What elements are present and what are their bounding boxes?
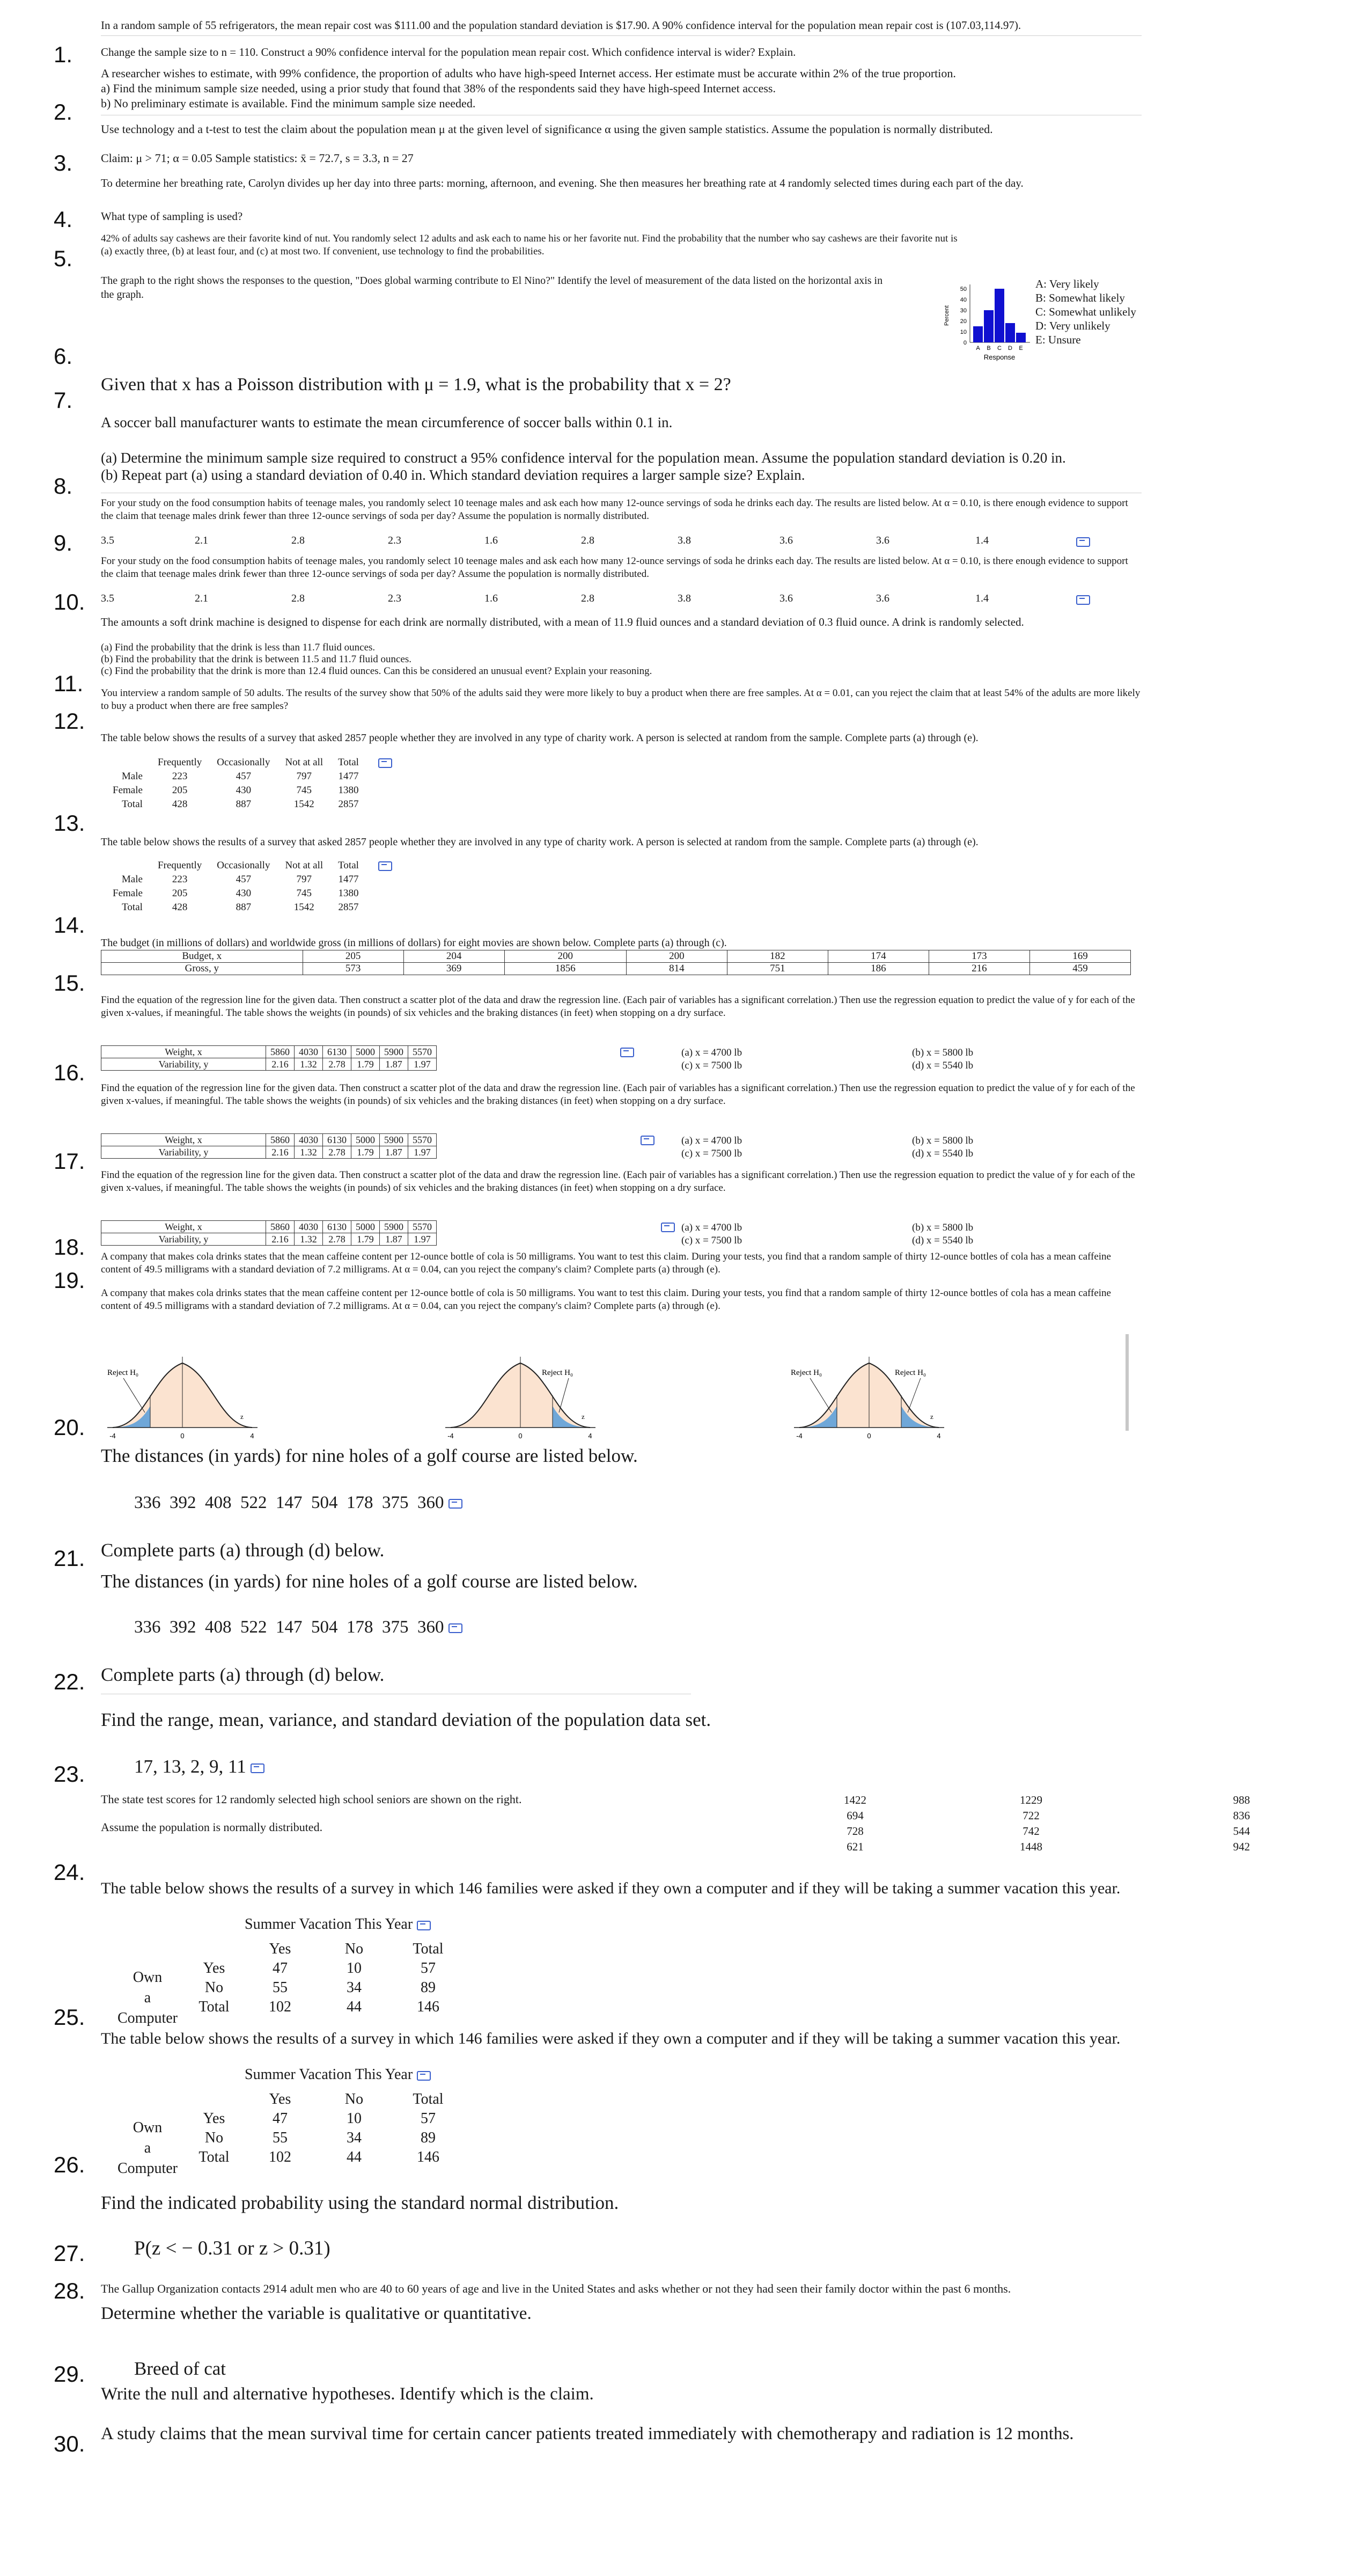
row-group-label: Own a Computer	[117, 1969, 178, 2026]
data-value: 3.5	[101, 535, 114, 546]
question-number: 18.	[54, 1234, 85, 1260]
legend-item: A: Very likely	[1035, 277, 1099, 290]
data-row	[101, 592, 1093, 605]
table-row: Yes 47 10 57	[203, 1960, 436, 1977]
predict-item: (b) x = 5800 lb	[912, 1222, 974, 1233]
curve-two-tailed	[789, 1352, 950, 1449]
question-number: 14.	[54, 912, 85, 938]
data-value: 2.1	[195, 535, 208, 546]
question-text: Find the equation of the regression line for the given data. Then construct a scatter plot of the data and draw the regression line. (Each pair of variables has a significant correlation.) Then use the regression equation to predict the value of y for each of the given x-values, if meaningful. The table shows the weights (in pounds) of six vehicles and the braking distances (in feet) when stopping on a dry surface.	[101, 994, 1135, 1019]
question-text: You interview a random sample of 50 adults. The results of the survey show that 50% of the adults said they were more likely to buy a product when there are free samples. At α = 0.01, can you reject the claim that at least 54% of the adults are more likely to buy a product when there are free samples?	[101, 687, 1141, 712]
variable-name: Breed of cat	[134, 2358, 226, 2379]
table-row: Gross, y 573 369 1856 814 751 186 216 459	[101, 963, 1131, 975]
graph-ytick: 30	[960, 308, 967, 314]
predict-item: (d) x = 5540 lb	[912, 1235, 974, 1246]
question-number: 20.	[54, 1415, 85, 1440]
tick-label: 0	[867, 1432, 871, 1440]
question-number: 17.	[54, 1148, 85, 1174]
column-header: Total	[413, 2091, 444, 2107]
question-number: 3.	[54, 150, 73, 175]
vacation-table	[185, 1940, 465, 2017]
question-number: 15.	[54, 970, 85, 996]
table-row: 621 1448 942	[847, 1840, 1250, 1853]
predict-item: (b) x = 5800 lb	[912, 1135, 974, 1146]
question-text: The table below shows the results of a survey in which 146 families were asked if they own a computer and if they will be taking a summer vacation this year.	[101, 2030, 1121, 2047]
tick-label: -4	[109, 1432, 116, 1440]
vacation-table	[185, 2090, 465, 2167]
table-row: No 55 34 89	[204, 2129, 436, 2146]
divider	[101, 35, 1142, 36]
question-number: 22.	[54, 1669, 85, 1694]
column-header: Total	[338, 860, 359, 871]
question-number: 24.	[54, 1860, 85, 1885]
data-value: 2.3	[388, 592, 401, 604]
question-text: The state test scores for 12 randomly selected high school seniors are shown on the right.	[101, 1792, 522, 1806]
question-text: A company that makes cola drinks states that the mean caffeine content per 12-ounce bottle of cola is 50 milligrams. You want to test this claim. During your tests, you find that a random sample of thirty 12-ounce bottles of cola has a mean caffeine content of 49.5 milligrams with a standard deviation of 7.2 milligrams. At α = 0.04, can you reject the company's claim? Complete parts (a) through (e).	[101, 1251, 1111, 1275]
predict-list	[681, 1046, 742, 1072]
table-row: 1422 1229 988	[844, 1794, 1250, 1806]
data-value: 2.1	[195, 592, 208, 604]
question-number: 11.	[54, 671, 84, 696]
copy-data-icon[interactable]	[661, 1223, 675, 1232]
bar-graph	[944, 279, 1046, 370]
table-row: Weight, x 5860 4030 6130 5000 5900 5570	[101, 1221, 437, 1233]
predict-item: (a) x = 4700 lb	[681, 1135, 742, 1146]
question-text: Find the range, mean, variance, and standard deviation of the population data set.	[101, 1709, 711, 1730]
graph-xtick: A	[976, 345, 980, 352]
copy-data-icon[interactable]	[1076, 537, 1090, 547]
question-number: 29.	[54, 2361, 85, 2387]
graph-xtick: D	[1008, 345, 1012, 352]
bar-graph-svg	[944, 279, 1046, 370]
data-row	[101, 535, 1093, 547]
table-row: Female 205 430 745 1380	[113, 888, 359, 899]
column-header: Occasionally	[217, 757, 270, 768]
graph-ytick: 40	[960, 297, 967, 303]
legend-item: C: Somewhat unlikely	[1035, 305, 1136, 318]
copy-data-icon[interactable]	[251, 1763, 264, 1773]
question-text: What type of sampling is used?	[101, 210, 243, 223]
table-row: No 55 34 89	[204, 1979, 436, 1996]
question-number: 8.	[54, 473, 73, 499]
question-text: The table below shows the results of a survey that asked 2857 people whether they are involved in any type of charity work. A person is selected at random from the sample. Complete parts (a) through (e).	[101, 732, 979, 744]
question-number: 2.	[54, 99, 73, 125]
column-header: Not at all	[285, 757, 323, 768]
column-header: Occasionally	[217, 860, 270, 871]
data-value: 3.6	[876, 535, 889, 546]
table-row: Male 223 457 797 1477	[121, 771, 359, 782]
weight-table	[101, 1045, 437, 1071]
predict-item: (a) x = 4700 lb	[681, 1222, 742, 1233]
bar-e	[1016, 333, 1026, 342]
data-value: 1.6	[484, 592, 498, 604]
question-number: 26.	[54, 2152, 85, 2177]
weight-table	[101, 1133, 437, 1159]
graph-ytick: 50	[960, 286, 967, 292]
question-number: 7.	[54, 387, 73, 413]
question-text: A company that makes cola drinks states that the mean caffeine content per 12-ounce bottle of cola is 50 milligrams. You want to test this claim. During your tests, you find that a random sample of thirty 12-ounce bottles of cola has a mean caffeine content of 49.5 milligrams with a standard deviation of 7.2 milligrams. At α = 0.04, can you reject the company's claim? Complete parts (a) through (e).	[101, 1287, 1111, 1312]
tick-label: -4	[796, 1432, 803, 1440]
golf-data: 336 392 408 522 147 504 178 375 360	[134, 1618, 444, 1637]
column-header: No	[344, 1941, 364, 1957]
graph-xtick: E	[1019, 345, 1023, 352]
curve-right-tailed	[440, 1352, 601, 1449]
question-text: The budget (in millions of dollars) and worldwide gross (in millions of dollars) for eight movies are shown below. Complete parts (a) through (c).	[101, 937, 727, 949]
data-value: 3.6	[876, 592, 889, 604]
charity-table	[105, 756, 400, 811]
data-values	[134, 1618, 462, 1637]
axis-label: z	[240, 1413, 244, 1421]
legend-item: D: Very unlikely	[1035, 319, 1110, 332]
table-title	[245, 1916, 431, 1933]
predict-list	[912, 1221, 973, 1247]
table-title-text: Summer Vacation This Year	[245, 1916, 413, 1933]
movie-table	[101, 950, 1131, 975]
reject-label: Reject H₀	[542, 1368, 573, 1377]
question-text: In a random sample of 55 refrigerators, the mean repair cost was $111.00 and the population standard deviation is $17.90. A 90% confidence interval for the population mean repair cost is (107.03,114.97).	[101, 19, 1021, 32]
question-text: Assume the population is normally distributed.	[101, 1820, 323, 1834]
weight-table	[101, 1220, 437, 1246]
question-number: 21.	[54, 1546, 85, 1571]
data-value: 3.8	[678, 592, 691, 604]
bar-c	[995, 289, 1004, 342]
population-data: 17, 13, 2, 9, 11	[134, 1756, 246, 1777]
question-number: 1.	[54, 42, 73, 67]
question-text: Determine whether the variable is qualitative or quantitative.	[101, 2304, 532, 2323]
question-text: The distances (in yards) for nine holes of a golf course are listed below.	[101, 1571, 638, 1592]
question-text: The amounts a soft drink machine is designed to dispense for each drink are normally distributed, with a mean of 11.9 fluid ounces and a standard deviation of 0.3 fluid ounce. A drink is randomly selected.	[101, 616, 1024, 628]
question-number: 4.	[54, 207, 73, 232]
table-row: Variability, y 2.16 1.32 2.78 1.79 1.87 1.97	[101, 1146, 437, 1159]
question-text: b) No preliminary estimate is available. Find the minimum sample size needed.	[101, 97, 476, 110]
predict-item: (c) x = 7500 lb	[681, 1060, 742, 1071]
data-values	[134, 1493, 462, 1513]
data-value: 2.8	[581, 535, 594, 546]
predict-list	[681, 1221, 742, 1247]
question-text: Use technology and a t-test to test the claim about the population mean μ at the given level of significance α using the given sample statistics. Assume the population is normally distributed.	[101, 122, 993, 136]
data-value: 3.6	[779, 592, 793, 604]
question-text: The distances (in yards) for nine holes of a golf course are listed below.	[101, 1445, 638, 1466]
question-text: To determine her breathing rate, Carolyn divides up her day into three parts: morning, afternoon, and evening. She then measures her breathing rate at 4 randomly selected times during each part of the day.	[101, 177, 1024, 189]
column-header: Not at all	[285, 860, 323, 871]
question-number: 16.	[54, 1060, 85, 1085]
column-header: Frequently	[157, 860, 202, 871]
question-text: a) Find the minimum sample size needed, using a prior study that found that 38% of the respondents said they have high-speed Internet access.	[101, 82, 776, 95]
data-value: 2.3	[388, 535, 401, 546]
predict-item: (a) x = 4700 lb	[681, 1047, 742, 1058]
question-text: For your study on the food consumption habits of teenage males, you randomly select 10 teenage males and ask each how many 12-ounce servings of soda he drinks each day. The results are listed below. At α = 0.10, is there enough evidence to support the claim that teenage males drink fewer than three 12-ounce servings of soda per day? Assume the population is normally distributed.	[101, 555, 1128, 580]
table-row: Total 102 44 146	[198, 1999, 439, 2015]
row-group-label: Own a Computer	[117, 2119, 178, 2177]
question-text: For your study on the food consumption habits of teenage males, you randomly select 10 teenage males and ask each how many 12-ounce servings of soda he drinks each day. The results are listed below. At α = 0.10, is there enough evidence to support the claim that teenage males drink fewer than three 12-ounce servings of soda per day? Assume the population is normally distributed.	[101, 497, 1128, 522]
reject-label: Reject H₀	[791, 1368, 822, 1377]
copy-data-icon[interactable]	[417, 1921, 431, 1930]
bar-a	[973, 326, 983, 342]
question-text: A researcher wishes to estimate, with 99% confidence, the proportion of adults who have high-speed Internet access. Her estimate must be accurate within 2% of the true proportion.	[101, 67, 956, 80]
curve-left-tailed	[102, 1352, 263, 1449]
question-number: 12.	[54, 708, 85, 734]
copy-data-icon[interactable]	[448, 1623, 462, 1633]
charity-table	[105, 859, 400, 914]
tick-label: -4	[447, 1432, 454, 1440]
question-text: Change the sample size to n = 110. Construct a 90% confidence interval for the population mean repair cost. Which confidence interval is wider? Explain.	[101, 46, 796, 58]
predict-item: (c) x = 7500 lb	[681, 1235, 742, 1246]
scrollbar[interactable]	[1126, 1334, 1129, 1431]
question-number: 9.	[54, 530, 73, 555]
copy-data-icon[interactable]	[417, 2071, 431, 2081]
reject-label: Reject H₀	[895, 1368, 926, 1377]
tick-label: 0	[180, 1432, 185, 1440]
axis-label: z	[582, 1413, 585, 1421]
question-number: 6.	[54, 343, 73, 369]
question-number: 25.	[54, 2004, 85, 2030]
question-text: (b) Repeat part (a) using a standard deviation of 0.40 in. Which standard deviation requires a larger sample size? Explain.	[101, 467, 805, 483]
question-number: 13.	[54, 810, 85, 836]
question-number: 19.	[54, 1268, 85, 1293]
copy-data-icon[interactable]	[641, 1136, 654, 1145]
copy-data-icon[interactable]	[448, 1499, 462, 1509]
tick-label: 0	[518, 1432, 523, 1440]
data-value: 3.5	[101, 592, 114, 604]
question-number: 23.	[54, 1761, 85, 1787]
question-text: (a) Determine the minimum sample size required to construct a 95% confidence interval for the population mean. Assume the population standard deviation is 0.20 in.	[101, 450, 1066, 466]
question-text: The table below shows the results of a survey that asked 2857 people whether they are involved in any type of charity work. A person is selected at random from the sample. Complete parts (a) through (e).	[101, 836, 979, 848]
table-row: Total 428 887 1542 2857	[122, 799, 359, 810]
data-value: 1.6	[484, 535, 498, 546]
question-text: Complete parts (a) through (d) below.	[101, 1540, 385, 1561]
reject-label: Reject H₀	[107, 1368, 139, 1377]
data-value: 3.6	[779, 535, 793, 546]
graph-legend	[1035, 277, 1136, 347]
question-text: (a) exactly three, (b) at least four, and (c) at most two. If convenient, use technology to find the probabilities.	[101, 246, 545, 257]
question-text: (b) Find the probability that the drink is between 11.5 and 11.7 fluid ounces.	[101, 654, 412, 665]
graph-xtick: C	[997, 345, 1002, 352]
golf-data: 336 392 408 522 147 504 178 375 360	[134, 1493, 444, 1512]
probability-expression: P(z < − 0.31 or z > 0.31)	[134, 2237, 330, 2259]
data-value: 1.4	[975, 592, 989, 604]
graph-ylabel: Percent	[944, 305, 950, 326]
predict-item: (d) x = 5540 lb	[912, 1148, 974, 1159]
table-row: Weight, x 5860 4030 6130 5000 5900 5570	[101, 1046, 437, 1058]
graph-ytick: 20	[960, 318, 967, 325]
table-row: Yes 47 10 57	[203, 2110, 436, 2127]
data-value: 3.8	[678, 535, 691, 546]
question-text: The table below shows the results of a survey in which 146 families were asked if they own a computer and if they will be taking a summer vacation this year.	[101, 1879, 1121, 1897]
question-text: The Gallup Organization contacts 2914 adult men who are 40 to 60 years of age and live in the United States and asks whether or not they had seen their family doctor within the past 6 months.	[101, 2282, 1011, 2295]
predict-list	[681, 1135, 742, 1160]
data-values	[134, 1756, 264, 1777]
bar-d	[1005, 323, 1015, 342]
legend-item: E: Unsure	[1035, 333, 1081, 346]
bar-b	[984, 310, 994, 342]
table-row: Variability, y 2.16 1.32 2.78 1.79 1.87 1.97	[101, 1058, 437, 1071]
question-number: 10.	[54, 589, 85, 614]
copy-data-icon[interactable]	[1076, 595, 1090, 605]
question-number: 5.	[54, 246, 73, 271]
predict-item: (c) x = 7500 lb	[681, 1148, 742, 1159]
column-header: Total	[413, 1941, 444, 1957]
table-row: Weight, x 5860 4030 6130 5000 5900 5570	[101, 1134, 437, 1146]
scores-table	[805, 1792, 1257, 1855]
question-text: Find the equation of the regression line for the given data. Then construct a scatter plot of the data and draw the regression line. (Each pair of variables has a significant correlation.) Then use the regression equation to predict the value of y for each of the given x-values, if meaningful. The table shows the weights (in pounds) of six vehicles and the braking distances (in feet) when stopping on a dry surface.	[101, 1082, 1135, 1107]
table-row: Male 223 457 797 1477	[121, 874, 359, 885]
data-value: 2.8	[291, 535, 305, 546]
question-text: Write the null and alternative hypotheses. Identify which is the claim.	[101, 2384, 594, 2404]
table-row: 728 742 544	[847, 1825, 1250, 1838]
question-text: The graph to the right shows the responses to the question, "Does global warming contribute to El Nino?" Identify the level of measurement of the data listed on the horizontal axis in the graph.	[101, 275, 883, 301]
question-text: Claim: μ > 71; α = 0.05 Sample statistics: x̄ = 72.7, s = 3.3, n = 27	[101, 151, 414, 165]
table-title	[245, 2066, 431, 2083]
column-header: Frequently	[157, 757, 202, 768]
legend-item: B: Somewhat likely	[1035, 291, 1125, 304]
graph-ytick: 10	[960, 329, 967, 335]
axis-label: z	[930, 1413, 933, 1421]
predict-item: (b) x = 5800 lb	[912, 1047, 974, 1058]
question-text: A study claims that the mean survival time for certain cancer patients treated immediately with chemotherapy and radiation is 12 months.	[101, 2424, 1074, 2443]
question-number: 27.	[54, 2241, 85, 2266]
table-row: Variability, y 2.16 1.32 2.78 1.79 1.87 1.97	[101, 1233, 437, 1246]
table-row: Total 102 44 146	[198, 2149, 439, 2165]
table-row: 694 722 836	[847, 1809, 1250, 1822]
question-number: 30.	[54, 2431, 85, 2456]
question-text: Find the equation of the regression line for the given data. Then construct a scatter plot of the data and draw the regression line. (Each pair of variables has a significant correlation.) Then use the regression equation to predict the value of y for each of the given x-values, if meaningful. The table shows the weights (in pounds) of six vehicles and the braking distances (in feet) when stopping on a dry surface.	[101, 1169, 1135, 1194]
column-header: Total	[338, 757, 359, 768]
table-title-text: Summer Vacation This Year	[245, 2066, 413, 2083]
question-text: (a) Find the probability that the drink is less than 11.7 fluid ounces.	[101, 642, 376, 653]
question-text: (c) Find the probability that the drink is more than 12.4 fluid ounces. Can this be considered an unusual event? Explain your reasoning.	[101, 665, 652, 677]
question-text: 42% of adults say cashews are their favorite kind of nut. You randomly select 12 adults and ask each to name his or her favorite nut. Find the probability that the number who say cashews are their favorite nut is	[101, 233, 958, 244]
column-header: No	[344, 2091, 364, 2107]
copy-data-icon[interactable]	[620, 1048, 634, 1057]
table-row: Budget, x 205 204 200 200 182 174 173 169	[101, 950, 1131, 963]
graph-xtick: B	[987, 345, 991, 352]
question-number: 28.	[54, 2278, 85, 2303]
predict-list	[912, 1046, 973, 1072]
graph-xlabel: Response	[983, 353, 1016, 361]
data-value: 2.8	[581, 592, 594, 604]
predict-list	[912, 1135, 973, 1160]
column-header: Yes	[269, 1941, 291, 1957]
question-text: Find the indicated probability using the standard normal distribution.	[101, 2192, 619, 2213]
question-text: Given that x has a Poisson distribution with μ = 1.9, what is the probability that x = 2?	[101, 375, 731, 394]
copy-data-icon[interactable]	[378, 758, 392, 768]
data-value: 2.8	[291, 592, 305, 604]
table-row: Total 428 887 1542 2857	[122, 902, 359, 913]
table-row: Female 205 430 745 1380	[113, 785, 359, 796]
tick-label: 4	[250, 1432, 254, 1440]
copy-data-icon[interactable]	[378, 861, 392, 871]
tick-label: 4	[588, 1432, 592, 1440]
question-text: A soccer ball manufacturer wants to estimate the mean circumference of soccer balls within 0.1 in.	[101, 414, 673, 430]
tick-label: 4	[937, 1432, 941, 1440]
graph-ytick: 0	[963, 340, 967, 346]
predict-item: (d) x = 5540 lb	[912, 1060, 974, 1071]
question-text: Complete parts (a) through (d) below.	[101, 1664, 385, 1685]
column-header: Yes	[269, 2091, 291, 2107]
data-value: 1.4	[975, 535, 989, 546]
